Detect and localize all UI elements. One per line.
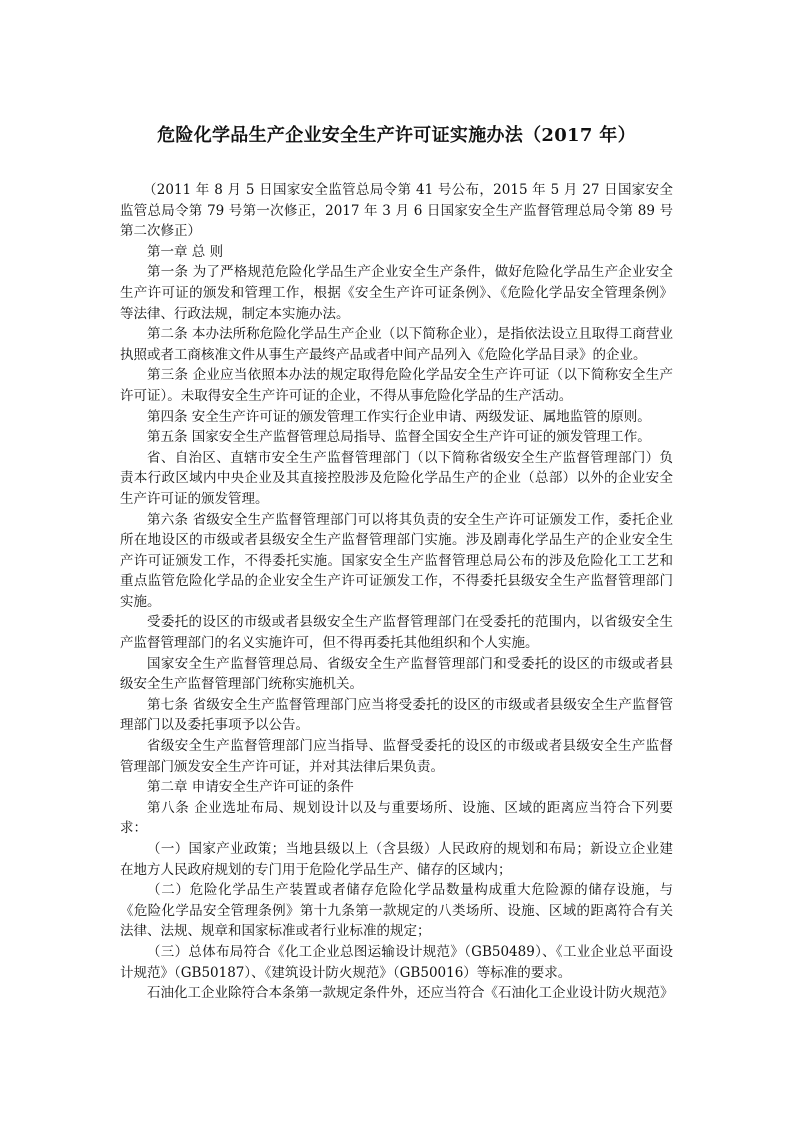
article-paragraph: 省、自治区、直辖市安全生产监督管理部门（以下简称省级安全生产监督管理部门）负责本行政区域内中央企业及其直接控股涉及危险化学品生产的企业（总部）以外的企业安全生产许可证的颁发管理。 — [120, 449, 673, 507]
article-paragraph: 石油化工企业除符合本条第一款规定条件外，还应当符合《石油化工企业设计防火规范》 — [147, 985, 674, 1002]
chapter-heading: 第二章 申请安全生产许可证的条件 — [147, 779, 354, 796]
document-title: 危险化学品生产企业安全生产许可证实施办法（2017 年） — [157, 125, 636, 146]
article-paragraph: 第五条 国家安全生产监督管理总局指导、监督全国安全生产许可证的颁发管理工作。 — [147, 429, 651, 446]
list-item: （三）总体布局符合《化工企业总图运输设计规范》（GB50489）、《工业企业总平面设计规范》（GB50187）、《建筑设计防火规范》（GB50016）等标准的要求。 — [120, 943, 673, 981]
source-note: （2011 年 8 月 5 日国家安全监管总局令第 41 号公布，2015 年 5 月 27 日国家安全监管总局令第 79 号第一次修正，2017 年 3 月 6 日国家安全生产监督管理总局令第 89 号第二次修正） — [120, 182, 673, 240]
list-item: （二）危险化学品生产装置或者储存危险化学品数量构成重大危险源的储存设施，与《危险化学品安全管理条例》第十九条第一款规定的八类场所、设施、区域的距离符合有关法律、法规、规章和国家标准或者行业标准的规定； — [120, 882, 673, 940]
article-paragraph: 第七条 省级安全生产监督管理部门应当将受委托的设区的市级或者县级安全生产监督管理部门以及委托事项予以公告。 — [120, 696, 673, 734]
article-paragraph: 第三条 企业应当依照本办法的规定取得危险化学品安全生产许可证（以下简称安全生产许可证）。未取得安全生产许可证的企业，不得从事危险化学品的生产活动。 — [120, 367, 673, 404]
article-paragraph: 第一条 为了严格规范危险化学品生产企业安全生产条件，做好危险化学品生产企业安全生产许可证的颁发和管理工作，根据《安全生产许可证条例》、《危险化学品安全管理条例》等法律、行政法规，制定本实施办法。 — [120, 264, 673, 322]
article-paragraph: 第六条 省级安全生产监督管理部门可以将其负责的安全生产许可证颁发工作，委托企业所在地设区的市级或者县级安全生产监督管理部门实施。涉及剧毒化学品生产的企业安全生产许可证颁发工作，不得委托实施。国家安全生产监督管理总局公布的涉及危险化工工艺和重点监管危险化学品的企业安全生产许可证颁发工作，不得委托县级安全生产监督管理部门实施。 — [120, 511, 673, 610]
chapter-heading: 第一章 总 则 — [147, 243, 224, 260]
article-paragraph: 国家安全生产监督管理总局、省级安全生产监督管理部门和受委托的设区的市级或者县级安全生产监督管理部门统称实施机关。 — [120, 655, 673, 693]
article-paragraph: 第八条 企业选址布局、规划设计以及与重要场所、设施、区域的距离应当符合下列要求： — [120, 799, 673, 837]
article-paragraph: 第二条 本办法所称危险化学品生产企业（以下简称企业），是指依法设立且取得工商营业执照或者工商核准文件从事生产最终产品或者中间产品列入《危险化学品目录》的企业。 — [120, 326, 673, 363]
article-paragraph: 第四条 安全生产许可证的颁发管理工作实行企业申请、两级发证、属地监管的原则。 — [147, 408, 651, 425]
list-item: （一）国家产业政策；当地县级以上（含县级）人民政府的规划和布局；新设立企业建在地方人民政府规划的专门用于危险化学品生产、储存的区域内； — [120, 841, 673, 878]
document-body — [120, 180, 673, 1004]
article-paragraph: 受委托的设区的市级或者县级安全生产监督管理部门在受委托的范围内，以省级安全生产监督管理部门的名义实施许可，但不得再委托其他组织和个人实施。 — [120, 614, 673, 652]
article-paragraph: 省级安全生产监督管理部门应当指导、监督受委托的设区的市级或者县级安全生产监督管理部门颁发安全生产许可证，并对其法律后果负责。 — [120, 738, 673, 775]
